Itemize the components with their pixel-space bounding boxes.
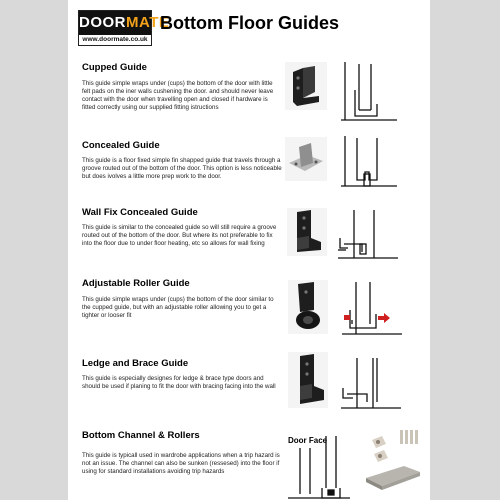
door-face-label: Door Face xyxy=(288,436,328,445)
ledge-brace-guide-photo xyxy=(288,352,328,408)
ledge-brace-guide-title: Ledge and Brace Guide xyxy=(82,358,189,369)
cupped-guide-diagram xyxy=(339,60,399,128)
bottom-channel-photo xyxy=(364,426,422,492)
bottom-channel-guide-title: Bottom Channel & Rollers xyxy=(82,430,200,441)
concealed-guide-title: Concealed Guide xyxy=(82,140,160,151)
ledge-brace-guide-description: This guide is especially designes for ledge & brace type doors and should be used if planing to fit the door with bracing facing into the wall xyxy=(82,375,276,390)
logo-word-mate: MATE xyxy=(126,14,170,31)
cupped-guide-description: This guide simple wraps under (cups) the bottom of the door with little felt pads on the iner walls cushening the door. and should never leave contact with the door when travelling open and closed if hardware is fitted correctly using our supplied fitting istructions xyxy=(82,80,274,111)
wall-fix-guide-photo xyxy=(287,208,327,256)
bottom-channel-guide-description: This guide is typicall used in wardrobe applications when a trip hazard is not an issue. The channel can also be sunken (ressesed) into the floor if using for standard installations avoiding trip hazards xyxy=(82,452,280,475)
adjustable-roller-guide-title: Adjustable Roller Guide xyxy=(82,278,190,289)
page-title: Bottom Floor Guides xyxy=(160,13,339,33)
cupped-guide-photo xyxy=(285,62,327,110)
logo-word-door: DOOR xyxy=(79,14,126,31)
logo-url: www.doormate.co.uk xyxy=(82,36,148,43)
doormate-logo xyxy=(78,10,170,46)
adjustable-roller-guide-photo xyxy=(288,280,328,334)
cupped-guide-title: Cupped Guide xyxy=(82,62,147,73)
concealed-guide-photo xyxy=(285,137,327,181)
bottom-channel-diagram xyxy=(286,432,352,500)
wall-fix-guide-title: Wall Fix Concealed Guide xyxy=(82,207,198,218)
wall-fix-guide-description: This guide is similar to the concealed guide so will still require a groove routed out of the bottom of the door. But where its not preferable to fix into the floor due to under floor heating, etc so allows for wall fixing xyxy=(82,224,277,247)
concealed-guide-description: This guide is a floor fixed simple fin shapped guide that travels through a groove routed out of the bottom of the door. This option is less noticeable but does ivolves a little more prep work to the door. xyxy=(82,157,282,180)
adjustable-roller-guide-diagram xyxy=(340,280,404,342)
ledge-brace-guide-diagram xyxy=(339,356,403,418)
concealed-guide-diagram xyxy=(339,134,399,196)
document-page xyxy=(68,0,430,500)
wall-fix-guide-diagram xyxy=(336,208,400,266)
adjustable-roller-guide-description: This guide simple wraps under (cups) the bottom of the door similar to the cupped guide, but with an adjustable roller allowing you to get a tighter or looser fit xyxy=(82,296,274,319)
